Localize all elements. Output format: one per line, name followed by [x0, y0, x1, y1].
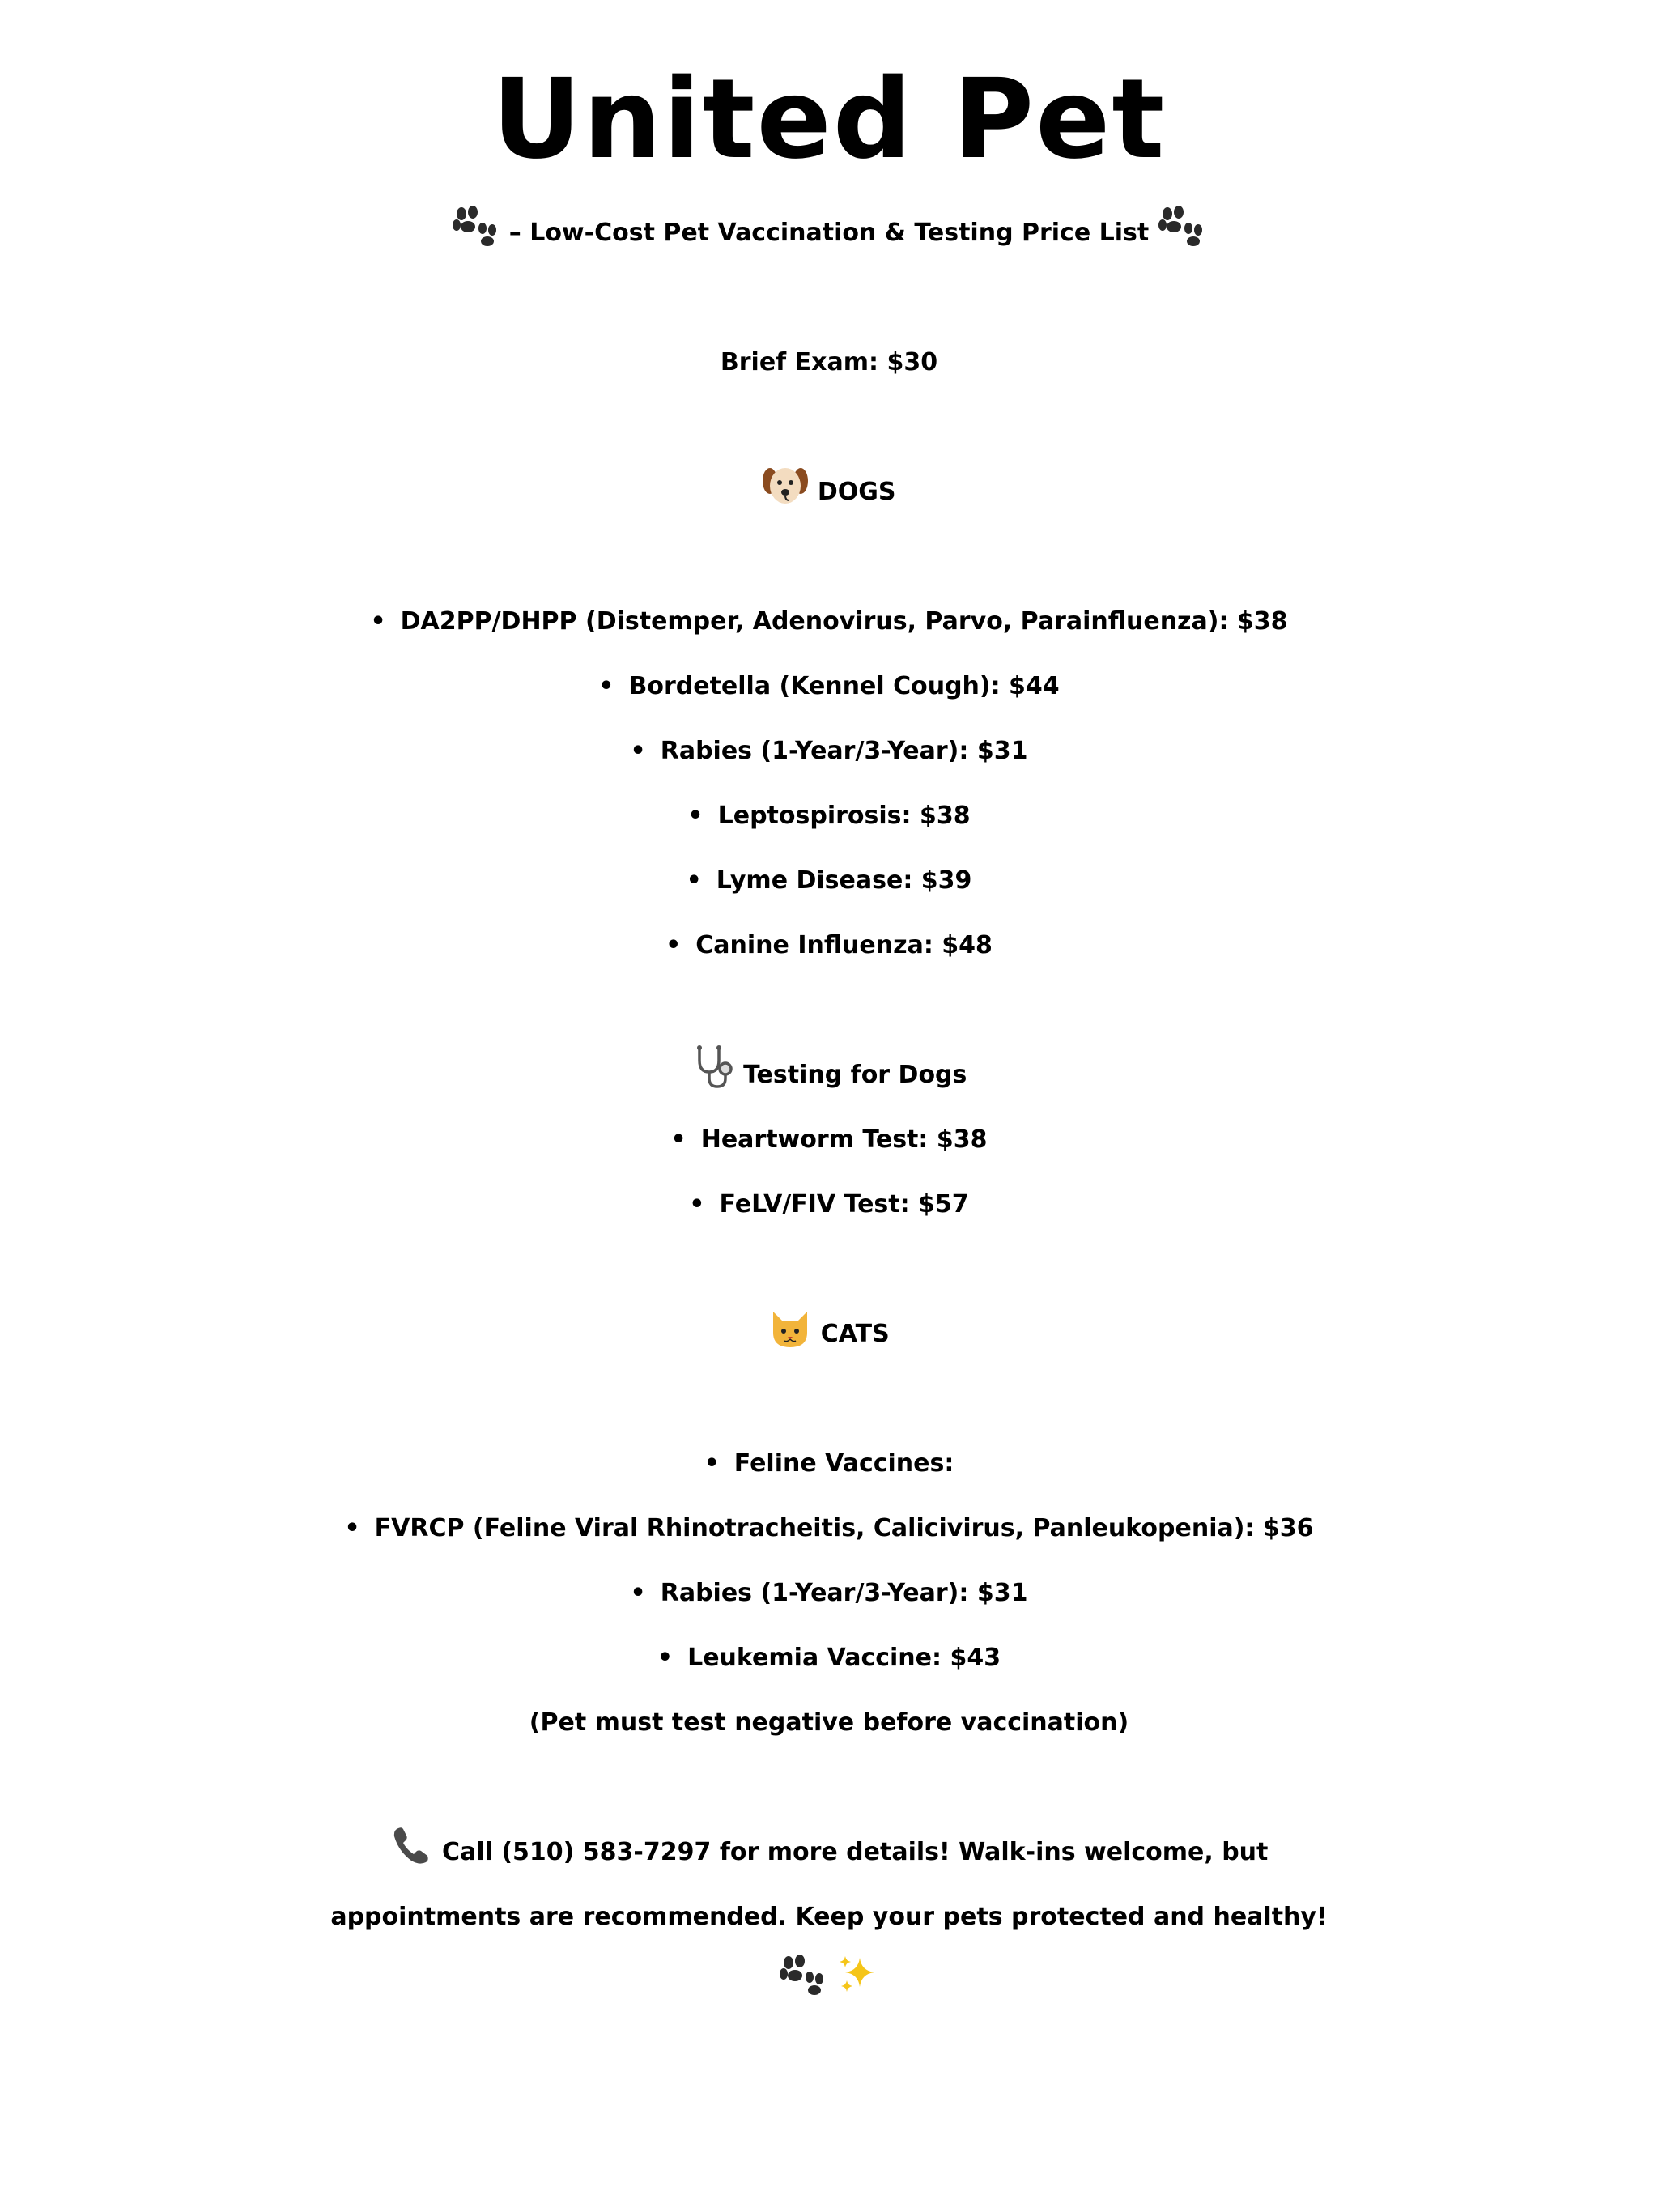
paw-prints-icon — [1158, 202, 1206, 266]
page-title: United Pet — [491, 56, 1167, 184]
list-item-text: DA2PP/DHPP (Distemper, Adenovirus, Parvo, Parainfluenza): $38 — [400, 607, 1288, 636]
list-item — [0, 654, 1658, 719]
footer-line-1 — [0, 1820, 1658, 1886]
bullet: • — [598, 672, 614, 700]
dogs-heading-text: DOGS — [817, 478, 896, 506]
list-item-text: Feline Vaccines: — [733, 1449, 954, 1478]
paw-prints-icon — [452, 202, 500, 266]
list-item-text: Heartworm Test: $38 — [700, 1125, 988, 1154]
list-item — [0, 849, 1658, 913]
list-item-text: Canine Influenza: $48 — [695, 931, 993, 959]
list-item — [0, 1626, 1658, 1691]
list-item — [0, 913, 1658, 978]
bullet: • — [665, 931, 682, 959]
list-item — [0, 784, 1658, 849]
footer-line-2: appointments are recommended. Keep your pets protected and healthy! — [330, 1903, 1328, 1931]
bullet: • — [686, 866, 702, 895]
list-item — [0, 1108, 1658, 1172]
list-item — [0, 1561, 1658, 1626]
list-item-text: Leptospirosis: $38 — [717, 802, 971, 830]
bullet: • — [630, 1579, 646, 1607]
cat-face-icon — [768, 1303, 812, 1368]
dogs-heading — [0, 460, 1658, 525]
list-item — [0, 719, 1658, 784]
list-item — [0, 1431, 1658, 1496]
cats-heading — [0, 1302, 1658, 1368]
paw-prints-icon — [779, 1950, 827, 2015]
testing-heading-text: Testing for Dogs — [743, 1061, 967, 1089]
list-item — [0, 589, 1658, 654]
testing-heading — [0, 1043, 1658, 1108]
subtitle-line — [0, 201, 1658, 266]
bullet: • — [344, 1514, 360, 1542]
list-item — [0, 1172, 1658, 1237]
bullet: • — [670, 1125, 687, 1154]
brief-exam-line: Brief Exam: $30 — [720, 348, 938, 376]
list-item — [0, 1496, 1658, 1561]
list-item-text: Bordetella (Kennel Cough): $44 — [628, 672, 1060, 700]
telephone-icon — [390, 1821, 434, 1886]
list-item-text: FVRCP (Feline Viral Rhinotracheitis, Calicivirus, Panleukopenia): $36 — [374, 1514, 1314, 1542]
bullet: • — [370, 607, 386, 636]
sparkles-icon — [835, 1950, 879, 2015]
cats-note: (Pet must test negative before vaccination) — [529, 1708, 1129, 1737]
bullet: • — [704, 1449, 720, 1478]
list-item-text: Rabies (1-Year/3-Year): $31 — [660, 1579, 1028, 1607]
footer-text-1: Call (510) 583-7297 for more details! Walk-ins welcome, but — [442, 1838, 1269, 1866]
footer-icons — [0, 1950, 1658, 2015]
bullet: • — [689, 1190, 705, 1219]
bullet: • — [657, 1644, 674, 1672]
list-item-text: Leukemia Vaccine: $43 — [687, 1644, 1001, 1672]
cats-heading-text: CATS — [820, 1320, 890, 1348]
list-item-text: Lyme Disease: $39 — [716, 866, 972, 895]
dog-face-icon — [762, 461, 809, 525]
bullet: • — [630, 737, 646, 765]
subtitle-text: – Low-Cost Pet Vaccination & Testing Price List — [508, 219, 1150, 247]
stethoscope-icon — [691, 1044, 735, 1108]
list-item-text: FeLV/FIV Test: $57 — [719, 1190, 969, 1219]
list-item-text: Rabies (1-Year/3-Year): $31 — [660, 737, 1028, 765]
bullet: • — [687, 802, 704, 830]
